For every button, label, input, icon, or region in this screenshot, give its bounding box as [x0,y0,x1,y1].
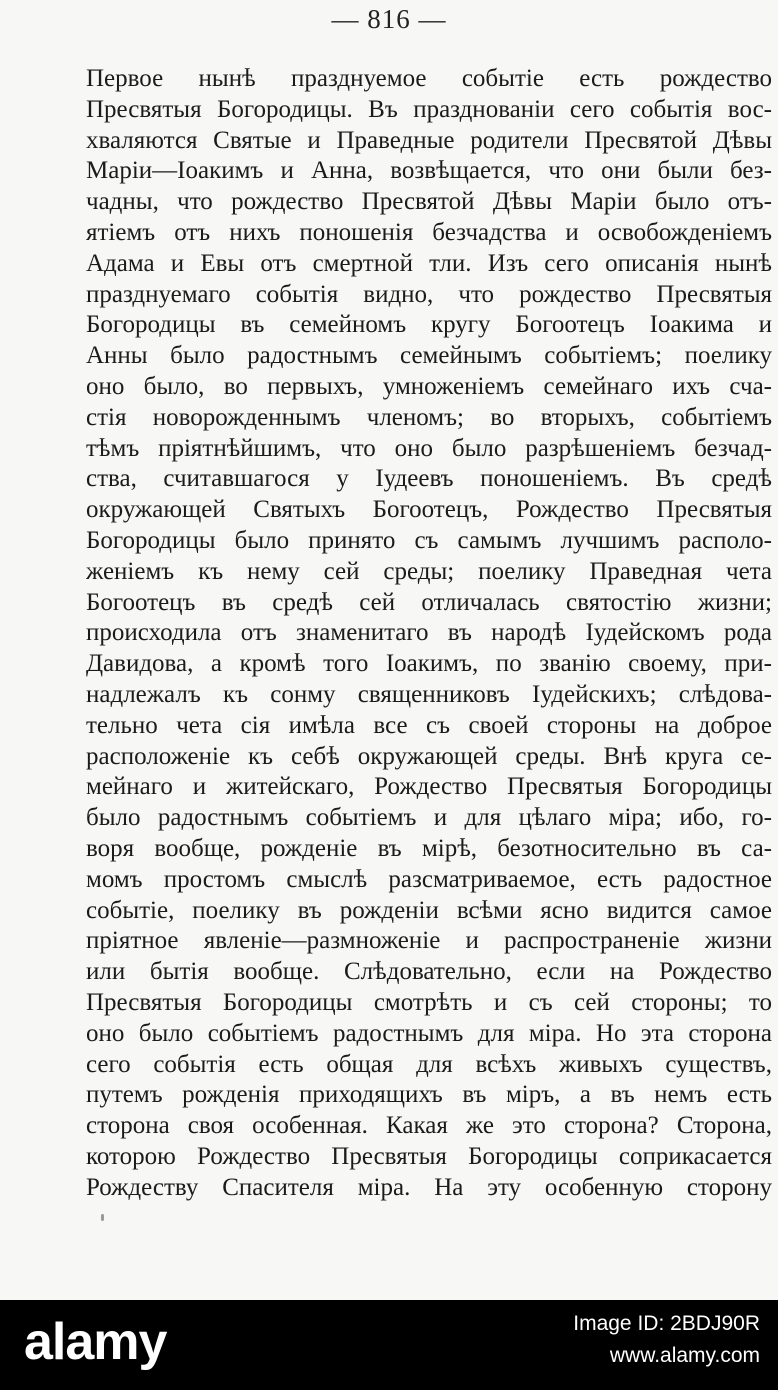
text-line: тѣмъ пріятнѣйшимъ, что оно было разрѣшеніемъ безчад- [86,434,772,462]
text-line: Рождеству Спасителя міра. На эту особенную сторону [86,1173,772,1201]
text-line: Богородицы въ семейномъ кругу Богоотецъ Іоакима и [86,311,772,339]
text-line: происходила отъ знаменитаго въ народѣ Іудейскомъ рода [86,619,772,647]
page-number: — 816 — [331,4,447,34]
text-line: сего событія есть общая для всѣхъ живыхъ существъ, [86,1050,772,1078]
text-line: оно было, во первыхъ, умноженіемъ семейнаго ихъ сча- [86,372,772,400]
text-line: Маріи—Іоакимъ и Анна, возвѣщается, что они были без- [86,157,772,185]
text-line: тельно чета сія имѣла все съ своей стороны на доброе [86,711,772,739]
image-id-label: Image ID: 2BDJ90R [573,1312,760,1335]
text-line: Пресвятыя Богородицы. Въ празднованіи сего событія вос- [86,95,772,123]
text-line: Адама и Евы отъ смертной тли. Изъ сего описанія нынѣ [86,249,772,277]
text-line: хваляются Святые и Праведные родители Пресвятой Дѣвы [86,126,772,154]
watermark-url: www.alamy.com [609,1344,760,1367]
text-line: женіемъ къ нему сей среды; поелику Праведная чета [86,557,772,585]
text-line: было радостнымъ событіемъ и для цѣлаго міра; ибо, го- [86,804,772,832]
text-line: пріятное явленіе—размноженіе и распространеніе жизни [86,927,772,955]
text-line: Пресвятыя Богородицы смотрѣть и съ сей стороны; то [86,988,772,1016]
text-line: оно было событіемъ радостнымъ для міра. Но эта сторона [86,1019,772,1047]
text-line: момъ простомъ смыслѣ разсматриваемое, есть радостное [86,865,772,893]
alamy-logo: alamy [24,1313,167,1371]
text-line: Первое нынѣ празднуемое событіе есть рождество [86,65,772,92]
text-line: которою Рождество Пресвятыя Богородицы соприкасается [86,1142,772,1170]
body-text [86,64,772,1203]
text-line: расположеніе къ себѣ окружающей среды. Внѣ круга се- [86,742,772,770]
text-line: Богоотецъ въ средѣ сей отличалась святостію жизни; [86,588,772,616]
text-line: сторона своя особенная. Какая же это сторона? Сторона, [86,1112,772,1140]
text-line: событіе, поелику въ рожденіи всѣми ясно видится самое [86,896,772,924]
text-line: ятіемъ отъ нихъ поношенія безчадства и освобожденіемъ [86,218,772,246]
text-line: окружающей Святыхъ Богоотецъ, Рождество Пресвятыя [86,496,772,524]
text-line: путемъ рожденія приходящихъ въ міръ, а въ немъ есть [86,1081,772,1109]
text-line: надлежалъ къ сонму священниковъ Іудейскихъ; слѣдова- [86,680,772,708]
text-line: ства, считавшагося у Іудеевъ поношеніемъ. Въ средѣ [86,465,772,493]
text-line: или бытія вообще. Слѣдовательно, если на Рождество [86,958,772,986]
text-line: чадны, что рождество Пресвятой Дѣвы Маріи было отъ- [86,188,772,216]
text-line: празднуемаго событія видно, что рождество Пресвятыя [86,280,772,308]
text-line: стія новорожденнымъ членомъ; во вторыхъ, событіемъ [86,403,772,431]
text-line: Давидова, а кромѣ того Іоакимъ, по званію своему, при- [86,650,772,678]
text-line: мейнаго и житейскаго, Рождество Пресвятыя Богородицы [86,773,772,801]
text-line: Анны было радостнымъ семейнымъ событіемъ; поелику [86,342,772,370]
text-line: воря вообще, рожденіе въ мірѣ, безотносительно въ са- [86,834,772,862]
text-line: Богородицы было принято съ самымъ лучшимъ располо- [86,526,772,554]
paper-speck [101,1214,104,1221]
watermark-bar [0,1300,778,1390]
